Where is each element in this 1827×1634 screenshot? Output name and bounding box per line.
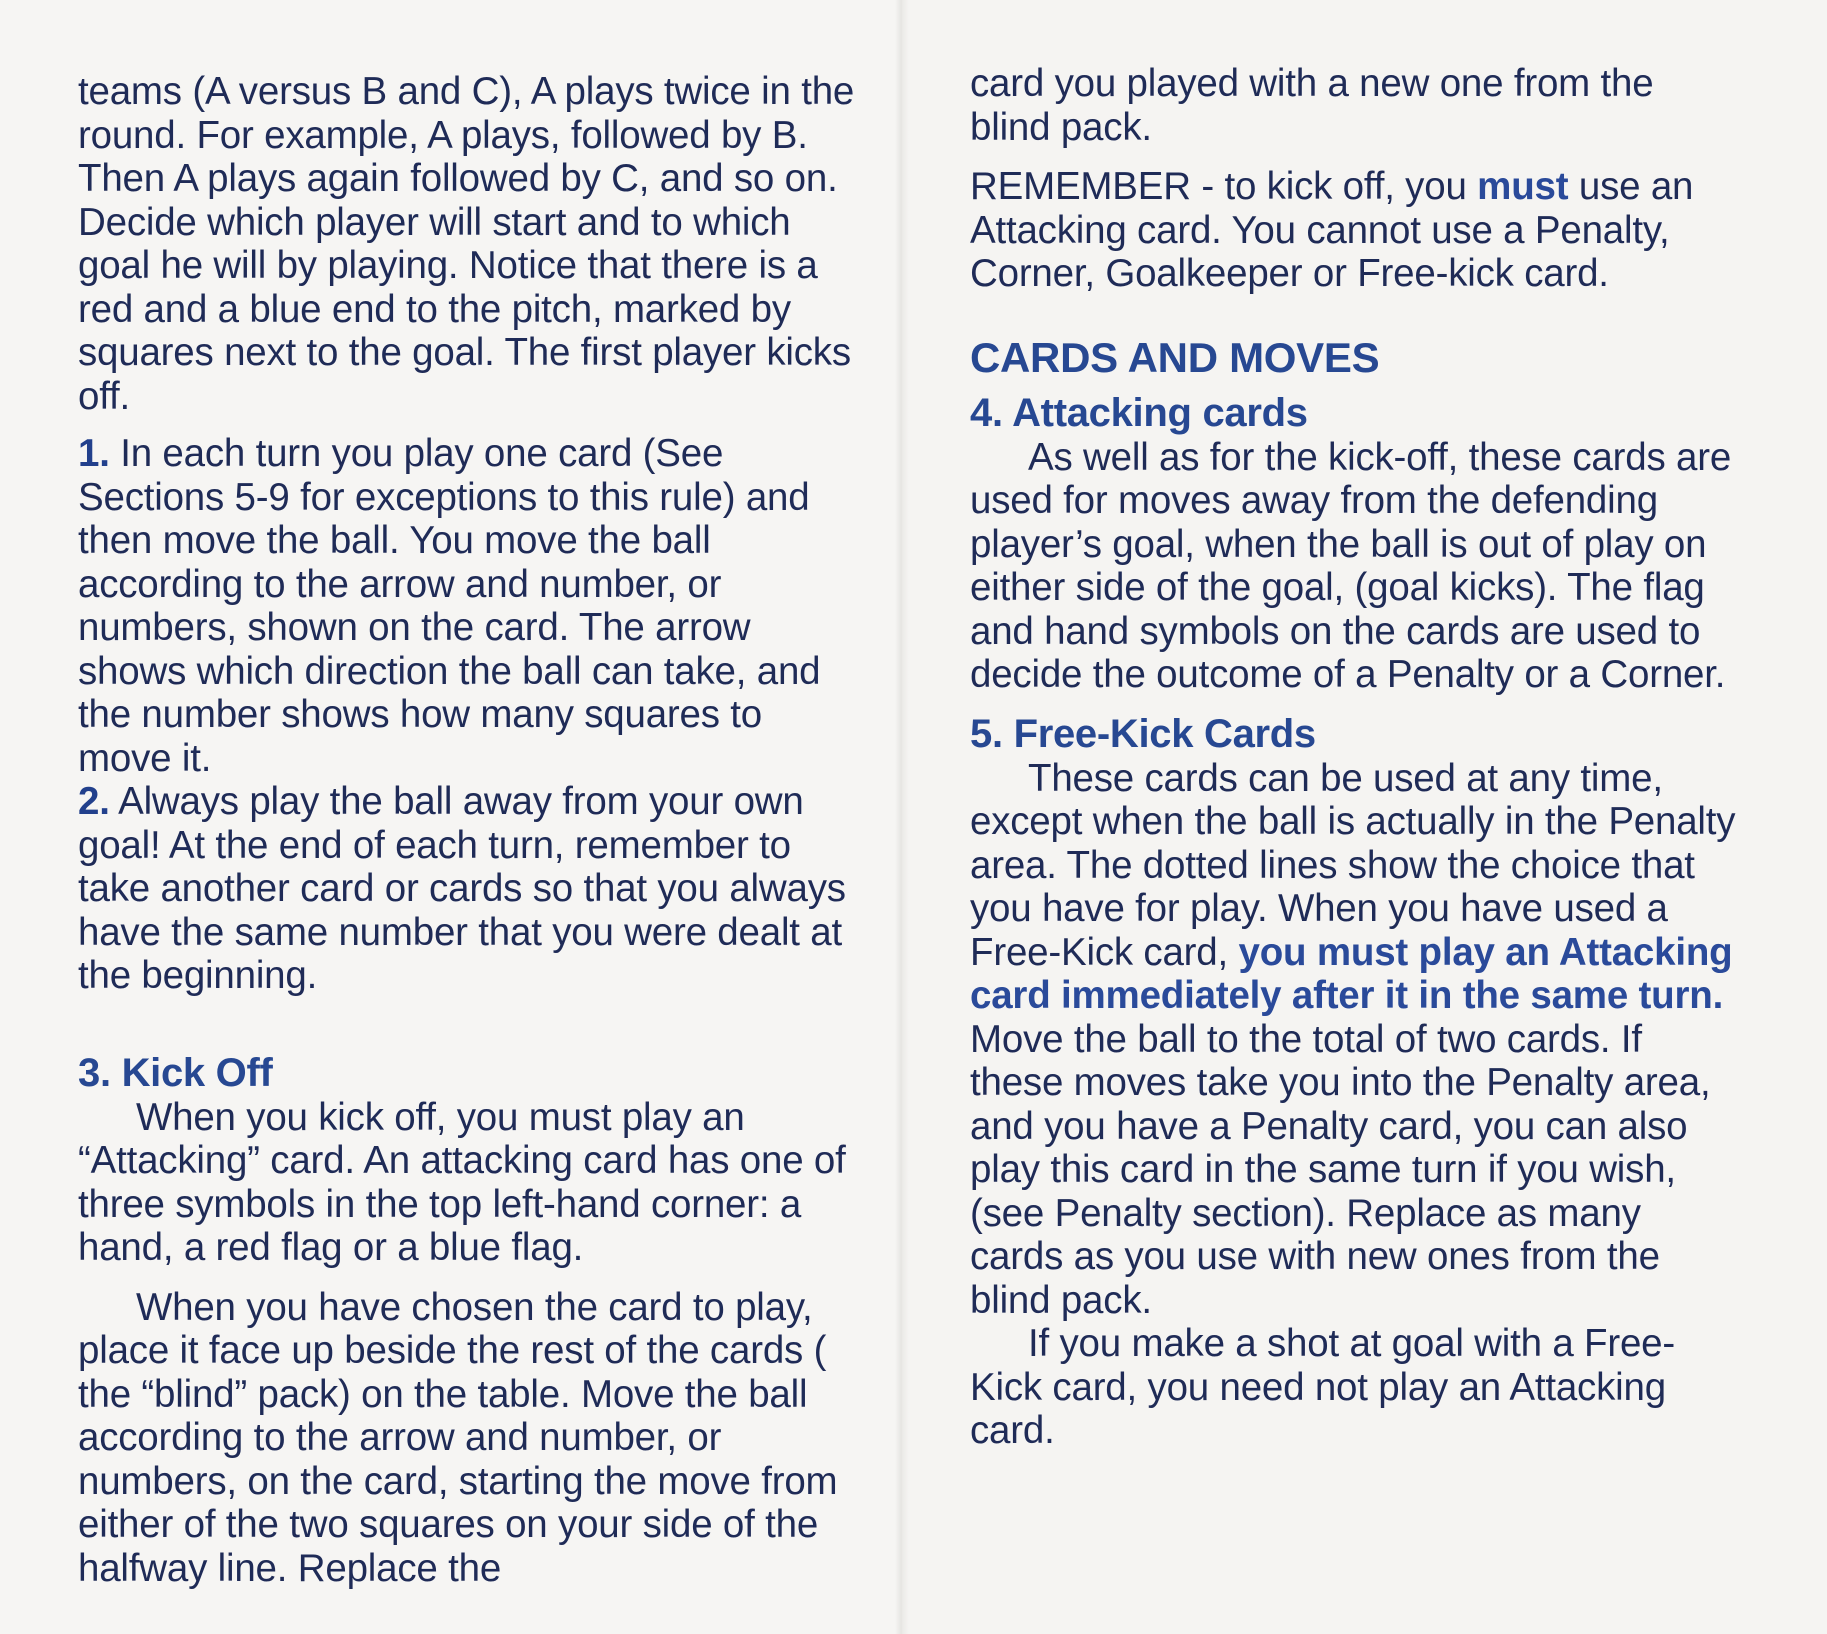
remember-paragraph	[970, 165, 1740, 296]
attacking-cards-paragraph: As well as for the kick-off, these cards are used for moves away from the defending player’s goal, when the ball is out of play on either side of the goal, (goal kicks). The flag and hand symbols on the cards are used to decide the outcome of a Penalty or a Corner.	[970, 435, 1732, 696]
attacking-cards-heading: 4. Attacking cards	[970, 390, 1308, 435]
rule-2-paragraph	[78, 780, 856, 998]
rule-2-number: 2.	[78, 780, 110, 823]
kick-off-heading: 3. Kick Off	[78, 1050, 273, 1095]
rule-1-paragraph	[78, 432, 856, 780]
free-kick-emphasis: you must play an Attacking card immediately after it in the same turn.	[970, 930, 1733, 1017]
left-column	[78, 70, 856, 1590]
free-kick-paragraph-2: If you make a shot at goal with a Free-Kick card, you need not play an Attacking card.	[970, 1322, 1676, 1452]
continued-paragraph: card you played with a new one from the blind pack.	[970, 62, 1654, 149]
free-kick-cards-heading: 5. Free-Kick Cards	[970, 711, 1316, 756]
remember-emphasis: must	[1477, 165, 1569, 208]
page-fold	[895, 0, 909, 1634]
kick-off-paragraph-2: When you have chosen the card to play, place it face up beside the rest of the cards ( the “blind” pack) on the table. Move the ball according to the arrow and number, or numbers, on the card, starting the move from either of the two squares on your side of the halfway line. Replace the	[78, 1285, 838, 1590]
rule-1-number: 1.	[78, 432, 110, 475]
cards-and-moves-heading: CARDS AND MOVES	[970, 333, 1380, 381]
free-kick-text-end: Move the ball to the total of two cards. If these moves take you into the Penalty area, and you have a Penalty card, you can also play this card in the same turn if you wish, (see Penalty section). Replace as many cards as you use with new ones from the blind pack.	[970, 1017, 1711, 1322]
free-kick-text-start: These cards can be used at any time, except when the ball is actually in the Penalty area. The dotted lines show the choice that you have for play. When you have used a Free-Kick card,	[970, 756, 1736, 974]
remember-text-start: REMEMBER - to kick off, you	[970, 165, 1478, 208]
intro-paragraph: teams (A versus B and C), A plays twice in the round. For example, A plays, followed by B. Then A plays again followed by C, and so on. Decide which player will start and to which goal he will by playing. Notice that there is a red and a blue end to the pitch, marked by squares next to the goal. The first player kicks off.	[78, 70, 855, 418]
right-column	[970, 62, 1740, 1453]
free-kick-paragraph-1	[970, 757, 1740, 1323]
rule-1-text: In each turn you play one card (See Sections 5-9 for exceptions to this rule) and then move the ball. You move the ball according to the arrow and number, or numbers, shown on the card. The arrow shows which direction the ball can take, and the number shows how many squares to move it.	[78, 432, 821, 780]
remember-text-end: use an Attacking card. You cannot use a Penalty, Corner, Goalkeeper or Free-kick card.	[970, 165, 1694, 295]
rule-2-text: Always play the ball away from your own goal! At the end of each turn, remember to take another card or cards so that you always have the same number that you were dealt at the beginning.	[78, 780, 846, 997]
kick-off-paragraph-1: When you kick off, you must play an “Attacking” card. An attacking card has one of three symbols in the top left-hand corner: a hand, a red flag or a blue flag.	[78, 1095, 846, 1269]
